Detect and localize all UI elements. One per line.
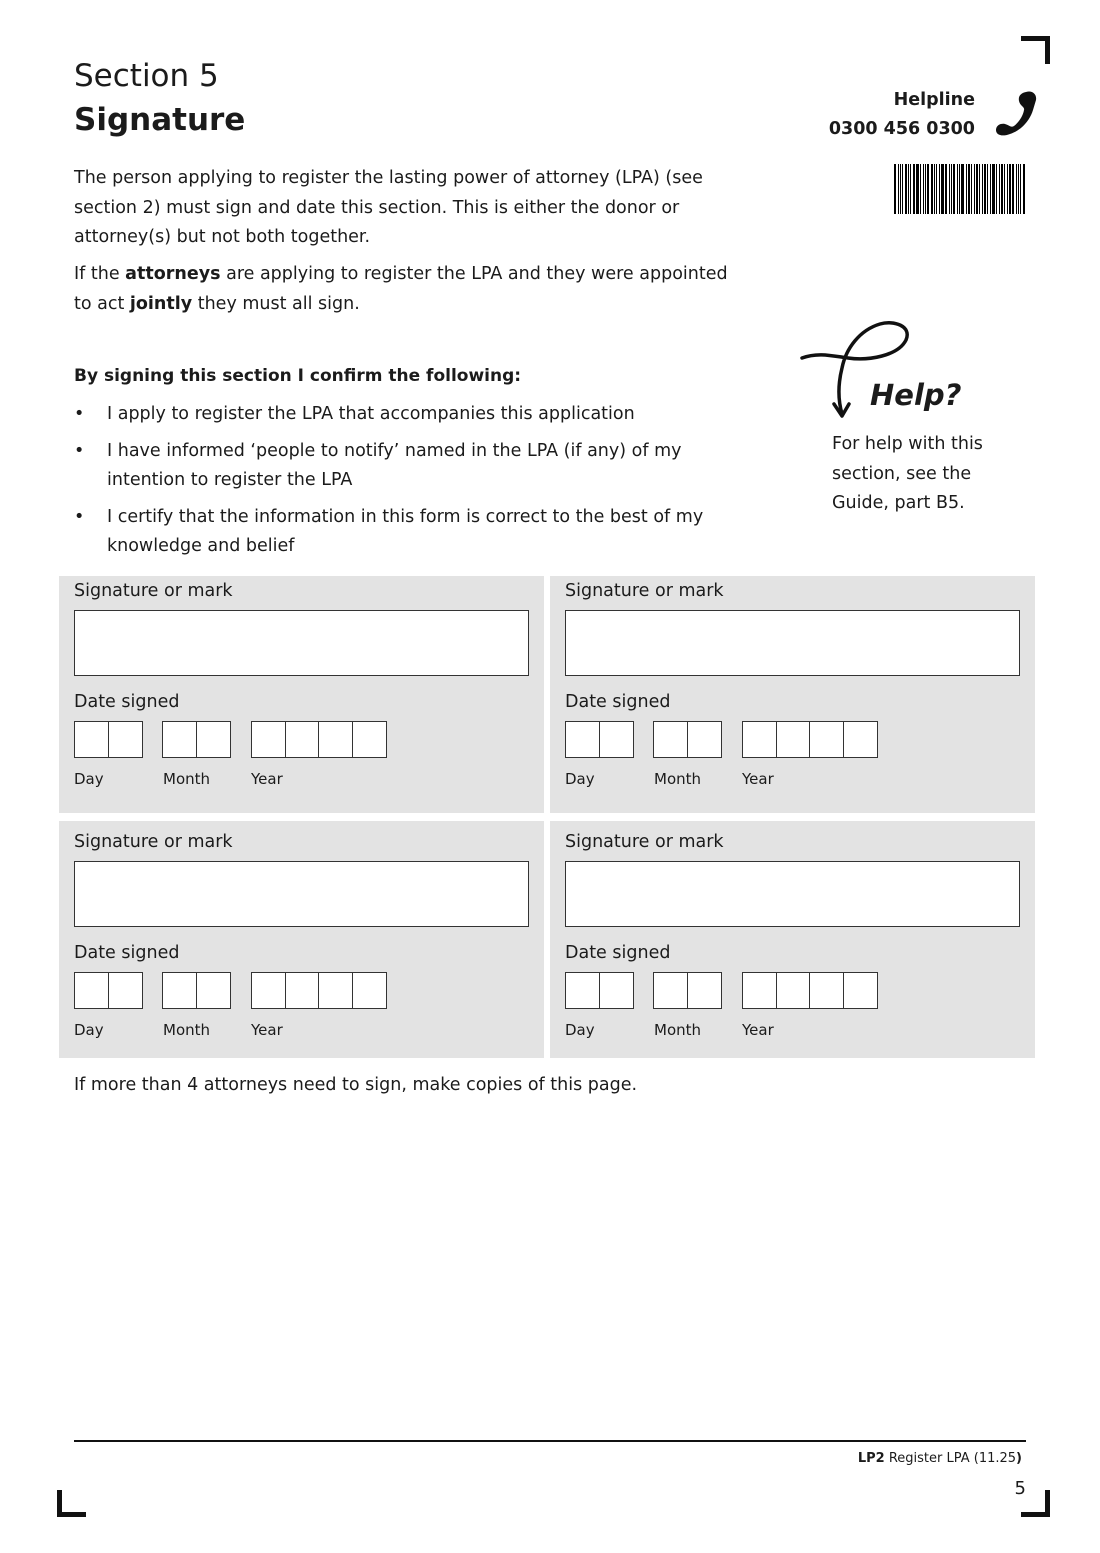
signature-field[interactable]	[74, 861, 529, 927]
barcode-bar	[996, 164, 997, 214]
barcode-bar	[968, 164, 970, 214]
month-input[interactable]	[653, 721, 722, 758]
help-title: Help?	[870, 378, 962, 412]
confirm-heading: By signing this section I confirm the following:	[74, 366, 522, 386]
signature-field[interactable]	[565, 861, 1020, 927]
crop-mark-bottom-right-horizontal	[1021, 1512, 1050, 1517]
signature-label: Signature or mark	[74, 581, 233, 601]
intro-paragraph-attorneys	[74, 260, 734, 319]
barcode-bar	[1018, 164, 1019, 214]
signature-label: Signature or mark	[74, 832, 233, 852]
barcode-bar	[961, 164, 964, 214]
helpline	[829, 86, 975, 144]
year-input[interactable]	[742, 721, 878, 758]
barcode-bar	[959, 164, 960, 214]
barcode-bar	[957, 164, 958, 214]
day-input[interactable]	[74, 721, 143, 758]
year-label: Year	[251, 770, 283, 788]
barcode-bar	[1004, 164, 1005, 214]
day-input[interactable]	[74, 972, 143, 1009]
month-input[interactable]	[162, 972, 231, 1009]
barcode-bar	[976, 164, 978, 214]
barcode-bar	[1007, 164, 1008, 214]
list-item: • I apply to register the LPA that accompanies this application	[74, 400, 734, 430]
section-number: Section 5	[74, 58, 219, 94]
year-label: Year	[742, 1021, 774, 1039]
barcode-bar	[941, 164, 944, 214]
section-title: Signature	[74, 102, 246, 138]
helpline-number: 0300 456 0300	[828, 119, 975, 139]
year-input[interactable]	[251, 972, 387, 1009]
month-label: Month	[163, 1021, 211, 1039]
barcode-bar	[908, 164, 909, 214]
barcode-bar	[1016, 164, 1017, 214]
signature-panel	[59, 576, 544, 813]
barcode-bar	[990, 164, 991, 214]
barcode	[894, 164, 1026, 214]
barcode-bar	[1009, 164, 1011, 214]
form-code: LP2	[857, 1451, 885, 1466]
signature-field[interactable]	[74, 610, 529, 676]
year-label: Year	[251, 1021, 283, 1039]
barcode-bar	[992, 164, 995, 214]
day-input[interactable]	[565, 972, 634, 1009]
barcode-bar	[910, 164, 911, 214]
barcode-bar	[999, 164, 1000, 214]
confirm-list	[74, 400, 734, 569]
date-signed-label: Date signed	[565, 692, 671, 712]
footer-divider	[74, 1440, 1026, 1442]
date-signed-label: Date signed	[74, 943, 180, 963]
form-reference	[858, 1451, 1022, 1466]
barcode-bar	[949, 164, 950, 214]
form-name-close: )	[1016, 1451, 1022, 1466]
phone-icon	[992, 88, 1040, 138]
day-label: Day	[74, 770, 104, 788]
barcode-bar	[927, 164, 929, 214]
barcode-bar	[984, 164, 986, 214]
barcode-bar	[925, 164, 926, 214]
month-label: Month	[163, 770, 211, 788]
crop-mark-bottom-left-horizontal	[57, 1512, 86, 1517]
barcode-bar	[898, 164, 899, 214]
signature-panel	[550, 576, 1035, 813]
barcode-bar	[953, 164, 955, 214]
day-label: Day	[74, 1021, 104, 1039]
month-input[interactable]	[653, 972, 722, 1009]
barcode-bar	[1023, 164, 1025, 214]
day-label: Day	[565, 1021, 595, 1039]
barcode-bar	[920, 164, 921, 214]
barcode-bar	[987, 164, 988, 214]
crop-mark-top-right-vertical	[1045, 36, 1050, 64]
barcode-bar	[982, 164, 983, 214]
signature-label: Signature or mark	[565, 581, 724, 601]
barcode-bar	[971, 164, 972, 214]
intro-text: are applying to register the LPA and they were appointed to act	[74, 264, 728, 314]
barcode-bar	[902, 164, 903, 214]
intro-text: If the	[74, 264, 126, 284]
signature-field[interactable]	[565, 610, 1020, 676]
barcode-bar	[1020, 164, 1021, 214]
barcode-bar	[951, 164, 952, 214]
signature-label: Signature or mark	[565, 832, 724, 852]
barcode-bar	[979, 164, 980, 214]
month-input[interactable]	[162, 721, 231, 758]
barcode-bar	[900, 164, 901, 214]
form-name: Register LPA (11.25	[884, 1451, 1017, 1466]
barcode-bar	[945, 164, 947, 214]
month-label: Month	[654, 1021, 702, 1039]
date-signed-label: Date signed	[565, 943, 671, 963]
intro-bold-attorneys: attorneys	[125, 264, 221, 284]
barcode-bar	[1012, 164, 1014, 214]
list-item: • I have informed ‘people to notify’ named in the LPA (if any) of my intention to register the LPA	[74, 437, 734, 496]
year-label: Year	[742, 770, 774, 788]
day-input[interactable]	[565, 721, 634, 758]
barcode-bar	[923, 164, 924, 214]
helpline-label: Helpline	[893, 90, 975, 110]
signature-panel	[550, 821, 1035, 1058]
barcode-bar	[913, 164, 915, 214]
barcode-bar	[905, 164, 907, 214]
barcode-bar	[916, 164, 919, 214]
year-input[interactable]	[251, 721, 387, 758]
intro-paragraph: The person applying to register the lasting power of attorney (LPA) (see section 2) must sign and date this section. This is either the donor or attorney(s) but not both together.	[74, 168, 703, 247]
barcode-bar	[934, 164, 935, 214]
barcode-bar	[936, 164, 937, 214]
list-item: • I certify that the information in this form is correct to the best of my knowledge and belief	[74, 503, 734, 562]
date-signed-label: Date signed	[74, 692, 180, 712]
barcode-bar	[974, 164, 975, 214]
intro-text: they must all sign.	[192, 293, 360, 314]
footnote: If more than 4 attorneys need to sign, make copies of this page.	[74, 1075, 638, 1095]
barcode-bar	[966, 164, 967, 214]
barcode-bar	[931, 164, 933, 214]
page-number: 5	[1014, 1478, 1026, 1499]
intro-bold-jointly: jointly	[129, 293, 193, 314]
month-label: Month	[654, 770, 702, 788]
signature-panel	[59, 821, 544, 1058]
year-input[interactable]	[742, 972, 878, 1009]
day-label: Day	[565, 770, 595, 788]
barcode-bar	[939, 164, 940, 214]
barcode-bar	[1001, 164, 1003, 214]
barcode-bar	[894, 164, 896, 214]
help-text: For help with this section, see the Guide, part B5.	[832, 434, 983, 513]
